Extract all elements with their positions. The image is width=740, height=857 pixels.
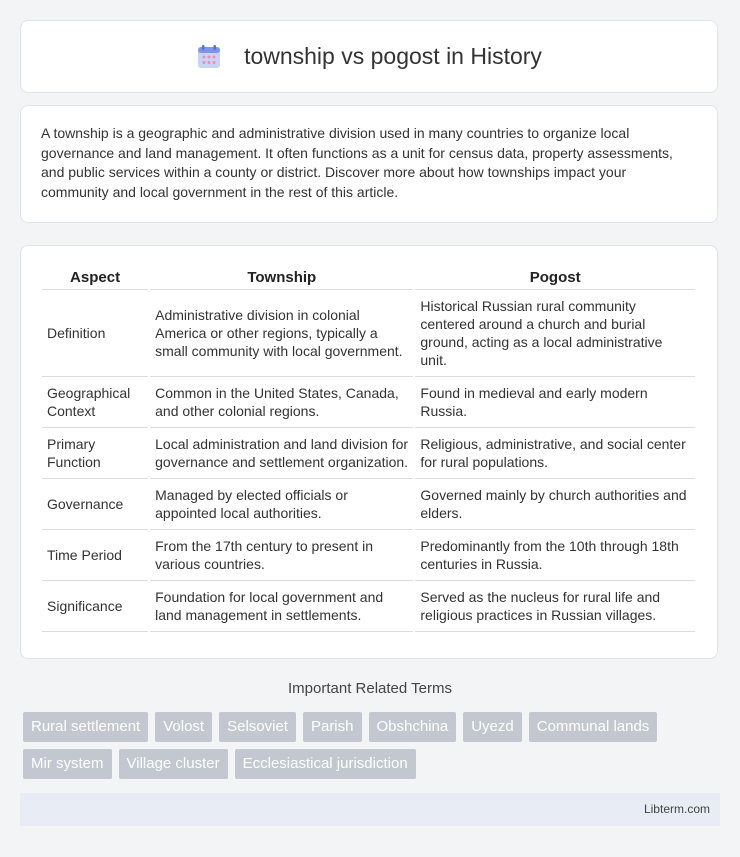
footer — [20, 793, 720, 826]
table-row — [42, 290, 695, 377]
row-township: From the 17th century to present in various countries. — [150, 530, 413, 581]
related-terms-list — [23, 712, 723, 779]
comparison-card — [20, 245, 718, 659]
row-township: Foundation for local government and land management in settlements. — [150, 581, 413, 632]
row-township: Common in the United States, Canada, and other colonial regions. — [150, 377, 413, 428]
table-row — [42, 530, 695, 581]
row-pogost: Religious, administrative, and social center for rural populations. — [415, 428, 695, 479]
related-term-tag[interactable]: Mir system — [23, 749, 112, 779]
related-term-tag[interactable]: Parish — [303, 712, 362, 742]
calendar-icon — [196, 44, 222, 70]
row-pogost: Served as the nucleus for rural life and religious practices in Russian villages. — [415, 581, 695, 632]
row-township: Administrative division in colonial America or other regions, typically a small community with local government. — [150, 290, 413, 377]
row-aspect: Governance — [42, 479, 148, 530]
row-pogost: Found in medieval and early modern Russia. — [415, 377, 695, 428]
intro-text: A township is a geographic and administrative division used in many countries to organize local governance and land management. It often functions as a unit for census data, property assessments, and public services within a county or district. Discover more about how townships impact your community and local government in the rest of this article. — [41, 125, 673, 200]
related-term-tag[interactable]: Selsoviet — [219, 712, 296, 742]
row-pogost: Historical Russian rural community centered around a church and burial ground, acting as a local administrative unit. — [415, 290, 695, 377]
row-pogost: Governed mainly by church authorities and elders. — [415, 479, 695, 530]
related-term-tag[interactable]: Volost — [155, 712, 212, 742]
table-row — [42, 479, 695, 530]
row-township: Local administration and land division for governance and settlement organization. — [150, 428, 413, 479]
table-row — [42, 428, 695, 479]
table-row — [42, 581, 695, 632]
related-term-tag[interactable]: Obshchina — [369, 712, 457, 742]
related-terms-title: Important Related Terms — [288, 680, 452, 697]
comparison-table — [40, 266, 697, 632]
row-township: Managed by elected officials or appointed local authorities. — [150, 479, 413, 530]
title-card — [20, 20, 718, 93]
related-term-tag[interactable]: Ecclesiastical jurisdiction — [235, 749, 416, 779]
related-term-tag[interactable]: Uyezd — [463, 712, 522, 742]
intro-card — [20, 105, 718, 223]
header-township: Township — [150, 266, 413, 290]
table-row — [42, 377, 695, 428]
row-pogost: Predominantly from the 10th through 18th centuries in Russia. — [415, 530, 695, 581]
related-term-tag[interactable]: Rural settlement — [23, 712, 148, 742]
row-aspect: Primary Function — [42, 428, 148, 479]
row-aspect: Time Period — [42, 530, 148, 581]
footer-link[interactable]: Libterm.com — [643, 802, 710, 816]
row-aspect: Definition — [42, 290, 148, 377]
header-aspect: Aspect — [42, 266, 148, 290]
row-aspect: Geographical Context — [42, 377, 148, 428]
header-pogost: Pogost — [415, 266, 695, 290]
page-title: township vs pogost in History — [244, 43, 542, 69]
row-aspect: Significance — [42, 581, 148, 632]
table-header-row — [42, 266, 695, 290]
related-term-tag[interactable]: Village cluster — [119, 749, 228, 779]
related-term-tag[interactable]: Communal lands — [529, 712, 658, 742]
